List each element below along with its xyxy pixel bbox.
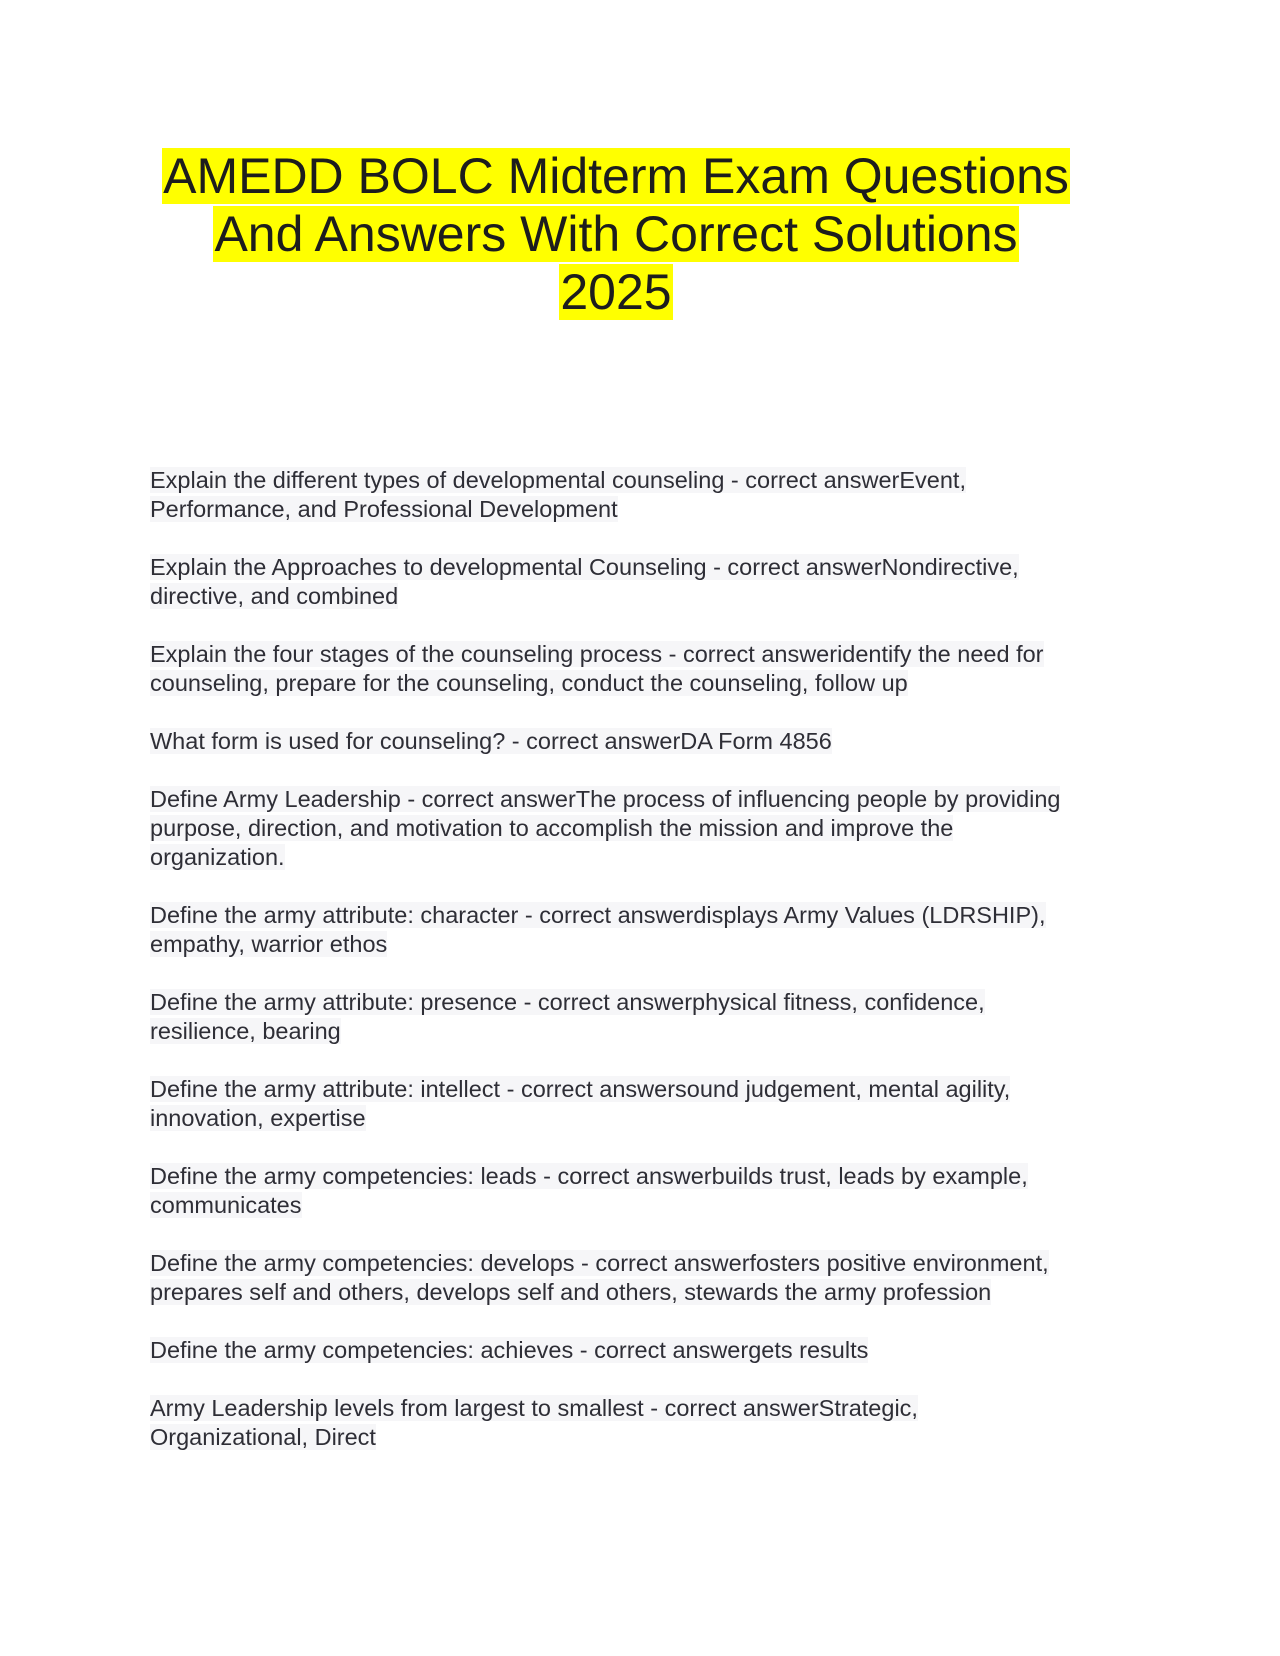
qa-item	[150, 1162, 1150, 1220]
qa-line-text: Explain the four stages of the counseling process - correct answeridentify the need for	[150, 641, 1044, 667]
title-line	[0, 147, 1232, 205]
qa-line	[150, 495, 1150, 524]
qa-line	[150, 901, 1150, 930]
title-line-text: And Answers With Correct Solutions	[214, 206, 1018, 262]
qa-line	[150, 582, 1150, 611]
qa-line-text: Organizational, Direct	[150, 1424, 376, 1450]
qa-line-text: directive, and combined	[150, 583, 399, 609]
qa-line-text: prepares self and others, develops self and others, stewards the army profession	[150, 1279, 992, 1305]
qa-line-text: Define the army attribute: presence - correct answerphysical fitness, confidence,	[150, 989, 985, 1015]
qa-item	[150, 640, 1150, 698]
qa-line	[150, 930, 1150, 959]
qa-line	[150, 1394, 1150, 1423]
qa-line-text: What form is used for counseling? - correct answerDA Form 4856	[150, 728, 832, 754]
qa-line-text: Define the army attribute: character - correct answerdisplays Army Values (LDRSHIP),	[150, 902, 1046, 928]
qa-line-text: communicates	[150, 1192, 302, 1218]
qa-line-text: resilience, bearing	[150, 1018, 341, 1044]
qa-item	[150, 466, 1150, 524]
qa-item	[150, 553, 1150, 611]
qa-line	[150, 1423, 1150, 1452]
document-title	[0, 147, 1232, 321]
qa-line	[150, 1249, 1150, 1278]
qa-line-text: purpose, direction, and motivation to accomplish the mission and improve the	[150, 815, 954, 841]
qa-line	[150, 1104, 1150, 1133]
qa-item	[150, 1249, 1150, 1307]
qa-item	[150, 785, 1150, 872]
qa-item	[150, 1336, 1150, 1365]
qa-line	[150, 1336, 1150, 1365]
qa-line	[150, 1278, 1150, 1307]
qa-line	[150, 553, 1150, 582]
qa-line-text: Define the army competencies: leads - correct answerbuilds trust, leads by example,	[150, 1163, 1028, 1189]
qa-item	[150, 988, 1150, 1046]
qa-item	[150, 901, 1150, 959]
qa-line-text: Define the army attribute: intellect - correct answersound judgement, mental agility,	[150, 1076, 1011, 1102]
qa-line-text: organization.	[150, 844, 285, 870]
title-line-text: 2025	[560, 264, 672, 320]
title-line-text: AMEDD BOLC Midterm Exam Questions	[163, 148, 1069, 204]
qa-line	[150, 669, 1150, 698]
qa-line	[150, 988, 1150, 1017]
qa-list	[150, 466, 1150, 1481]
qa-line-text: empathy, warrior ethos	[150, 931, 388, 957]
qa-line	[150, 1191, 1150, 1220]
qa-line-text: innovation, expertise	[150, 1105, 366, 1131]
title-line	[0, 263, 1232, 321]
qa-line-text: Performance, and Professional Development	[150, 496, 618, 522]
qa-item	[150, 1075, 1150, 1133]
qa-line-text: Define Army Leadership - correct answerThe process of influencing people by providing	[150, 786, 1061, 812]
qa-line	[150, 1162, 1150, 1191]
qa-line-text: counseling, prepare for the counseling, conduct the counseling, follow up	[150, 670, 908, 696]
qa-line-text: Define the army competencies: develops - correct answerfosters positive environment,	[150, 1250, 1049, 1276]
title-line	[0, 205, 1232, 263]
qa-line	[150, 466, 1150, 495]
qa-line-text: Explain the Approaches to developmental Counseling - correct answerNondirective,	[150, 554, 1019, 580]
qa-line-text: Explain the different types of developmental counseling - correct answerEvent,	[150, 467, 966, 493]
qa-line	[150, 640, 1150, 669]
qa-line-text: Define the army competencies: achieves - correct answergets results	[150, 1337, 869, 1363]
qa-line	[150, 843, 1150, 872]
qa-item	[150, 727, 1150, 756]
qa-line	[150, 785, 1150, 814]
qa-line	[150, 814, 1150, 843]
qa-item	[150, 1394, 1150, 1452]
qa-line	[150, 727, 1150, 756]
qa-line	[150, 1017, 1150, 1046]
qa-line-text: Army Leadership levels from largest to smallest - correct answerStrategic,	[150, 1395, 918, 1421]
qa-line	[150, 1075, 1150, 1104]
